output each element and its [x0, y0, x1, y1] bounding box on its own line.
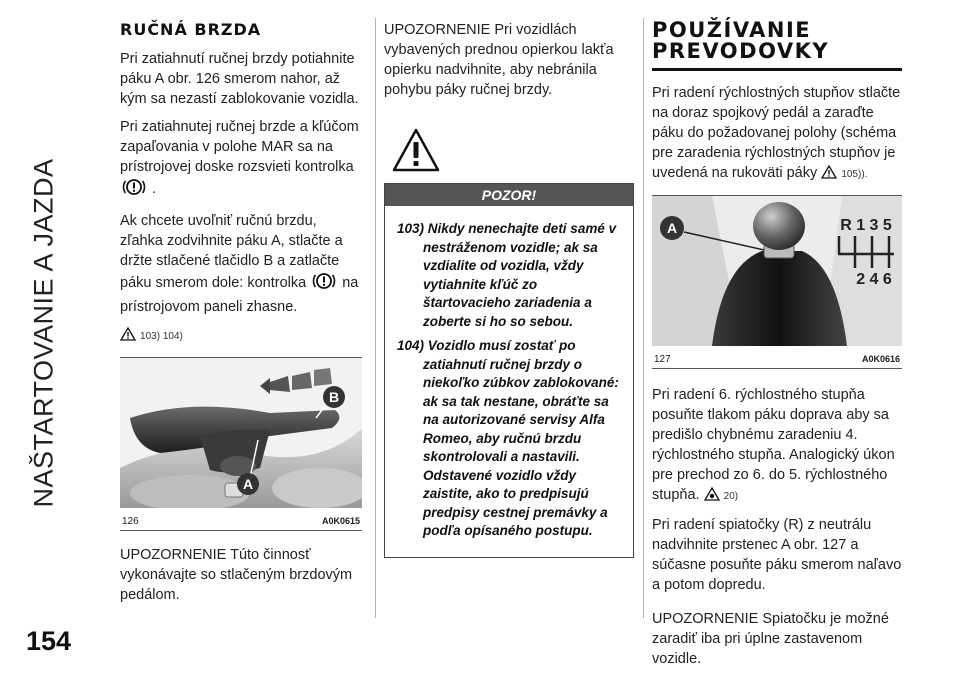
- column-gearbox: [652, 20, 902, 677]
- figure-label-a: A: [242, 476, 254, 492]
- warning-item: 103) Nikdy nenechajte deti samé v nestráženom vozidle; ak sa vzdialite od vozidla, vždy vytiahnite kľúč zo štartovacieho zariadenia a zoberte si ho so sebou.: [397, 221, 617, 329]
- note-paragraph: UPOZORNENIE Pri vozidlách vybavených prednou opierkou lakťa opierku nadvihnite, aby nebránila pohybu páky ručnej brzdy.: [384, 22, 614, 98]
- handbrake-illustration: [120, 358, 362, 508]
- paragraph: Ak chcete uvoľniť ručnú brzdu, zľahka zodvihnite páku A, stlačte a držte stlačené tlačidlo B a zatlačte páku smerom dole: kontrolka na prístrojovom paneli zhasne.: [120, 213, 359, 315]
- chapter-title: NAŠTARTOVANIE A JAZDA: [28, 158, 59, 508]
- paragraph: Pri radení rýchlostných stupňov stlačte na doraz spojkový pedál a zaraďte páku do požadovanej polohy (schéma pre zaradenia rýchlostných stupňov je uvedená na rukoväti páky 105)).: [652, 83, 902, 185]
- figure-127-gear-lever: [652, 195, 902, 369]
- note-paragraph: UPOZORNENIE Spiatočku je možné zaradiť iba pri úplne zastavenom vozidle.: [652, 611, 889, 667]
- column-divider: [375, 18, 376, 618]
- reference-number: 105)).: [841, 169, 868, 180]
- paragraph: Pri zatiahnutej ručnej brzde a kľúčom zapaľovania v polohe MAR sa na prístrojovej doske rozsvieti kontrolka .: [120, 117, 362, 203]
- gear-lever-illustration: [652, 196, 902, 346]
- note-paragraph: UPOZORNENIE Túto činnosť vykonávajte so stlačeným brzdovým pedálom.: [120, 547, 353, 603]
- paragraph: Pri radení spiatočky (R) z neutrálu nadvihnite prstenec A obr. 127 a súčasne posuňte páku smerom naľavo a potom dopredu.: [652, 517, 902, 593]
- figure-number: 127: [654, 354, 671, 365]
- column-handbrake: [120, 20, 362, 613]
- warning-triangle-icon: [120, 327, 136, 347]
- warning-item: 104) Vozidlo musí zostať po zatiahnutí ručnej brzdy o niekoľko zúbkov zablokované: ak sa tak nestane, obráťte sa na autorizované servisy Alfa Romeo, aby ručnú brzdu skontrolovali a nastavili. Odstavené vozidlo vždy zaistite, ako to predpisujú predpisy cestnej premávky a podľa opísaného postupu.: [397, 338, 619, 538]
- figure-caption: [652, 351, 902, 368]
- warning-box-body: [385, 206, 633, 557]
- figure-label-b: B: [328, 389, 340, 405]
- figure-label-a: A: [666, 220, 678, 236]
- figure-126-handbrake: [120, 357, 362, 531]
- paragraph: Pri radení 6. rýchlostného stupňa posuňte tlakom páku doprava aby sa predišlo chybnému zaradeniu 4. rýchlostného stupňa. Analogický úkon pre prechod zo 6. do 5. rýchlostného stupňa. 20): [652, 385, 902, 507]
- warning-box: [384, 183, 634, 558]
- column-divider: [643, 18, 644, 618]
- reference-number: 20): [723, 491, 739, 502]
- reference-line: [120, 325, 362, 347]
- figure-number: 126: [122, 516, 139, 527]
- gear-pattern-top: R 1 3 5: [840, 217, 892, 234]
- brake-warning-lamp-icon: [122, 177, 146, 203]
- warning-triangle-icon: [821, 165, 837, 185]
- brake-warning-lamp-icon: [312, 271, 336, 297]
- column-warnings: [384, 20, 634, 558]
- environment-warning-icon: [704, 487, 720, 507]
- section-heading-gearbox: POUŽÍVANIE PREVODOVKY: [652, 20, 902, 71]
- figure-code: A0K0615: [321, 516, 360, 526]
- section-heading-handbrake: RUČNÁ BRZDA: [120, 20, 262, 39]
- figure-code: A0K0616: [861, 354, 900, 364]
- reference-numbers: 103) 104): [140, 331, 183, 342]
- paragraph: Pri zatiahnutí ručnej brzdy potiahnite páku A obr. 126 smerom nahor, až kým sa nezastí zablokovanie vozidla.: [120, 51, 359, 107]
- gear-pattern-bottom: 2 4 6: [856, 271, 892, 288]
- figure-caption: [120, 513, 362, 530]
- large-warning-icon: [384, 128, 634, 177]
- page-number: 154: [26, 626, 72, 656]
- chapter-sidebar: [14, 18, 74, 618]
- warning-box-title: POZOR!: [385, 184, 633, 206]
